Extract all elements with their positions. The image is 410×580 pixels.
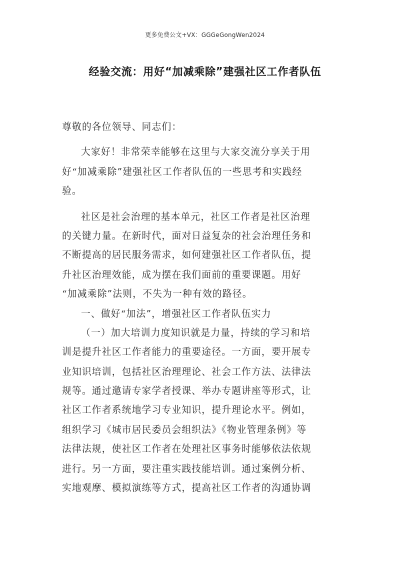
paragraph-line: 不断提高的居民服务需求，如何建强社区工作者队伍，提	[62, 250, 312, 262]
paragraph-line: 法律法规，使社区工作者在处理社区事务时能够依法依规	[62, 444, 312, 456]
paragraph-line: 实地观摩、模拟演练等方式，提高社区工作者的沟通协调	[62, 483, 312, 495]
paragraph-line: 大家好！非常荣幸能够在这里与大家交流分享关于用	[81, 147, 311, 159]
document-title: 经验交流：用好“加减乘除”建强社区工作者队伍	[88, 66, 322, 78]
paragraph-line: （一）加大培训力度知识就是力量，持续的学习和培	[81, 327, 311, 339]
paragraph-line: 好“加减乘除”建强社区工作者队伍的一些思考和实践经	[62, 166, 303, 178]
paragraph-line: 的关键力量。在新时代，面对日益复杂的社会治理任务和	[62, 230, 312, 242]
document-body	[62, 118, 348, 498]
header-note: 更多免费公文+VX：GGGeGongWen2024	[145, 32, 265, 39]
paragraph-intro	[62, 143, 348, 201]
paragraph-line: 训是提升社区工作者能力的重要途径。一方面，要开展专	[62, 347, 312, 359]
paragraph-training	[62, 324, 348, 499]
paragraph-line: 进行。另一方面，要注重实践技能培训。通过案例分析、	[62, 463, 312, 475]
section-heading-line: 一、做好“加法”，增强社区工作者队伍实力	[81, 308, 272, 320]
section-heading	[62, 305, 348, 324]
paragraph-line: 组织学习《城市居民委员会组织法》《物业管理条例》等	[62, 424, 307, 436]
greeting: 尊敬的各位领导、同志们：	[62, 122, 182, 133]
paragraph-line: 业知识培训，包括社区治理理论、社会工作方法、法律法	[62, 366, 312, 378]
paragraph-line: “加减乘除”法则，不失为一种有效的路径。	[62, 289, 253, 301]
paragraph-line: 规等。通过邀请专家学者授课、举办专题讲座等形式，让	[62, 386, 312, 398]
paragraph-context	[62, 208, 348, 305]
paragraph-line: 社区是社会治理的基本单元，社区工作者是社区治理	[81, 211, 311, 223]
paragraph-line: 社区工作者系统地学习专业知识，提升理论水平。例如，	[62, 405, 312, 417]
paragraph-line: 验。	[62, 186, 82, 198]
paragraph-line: 升社区治理效能，成为摆在我们面前的重要课题。用好	[62, 269, 302, 281]
